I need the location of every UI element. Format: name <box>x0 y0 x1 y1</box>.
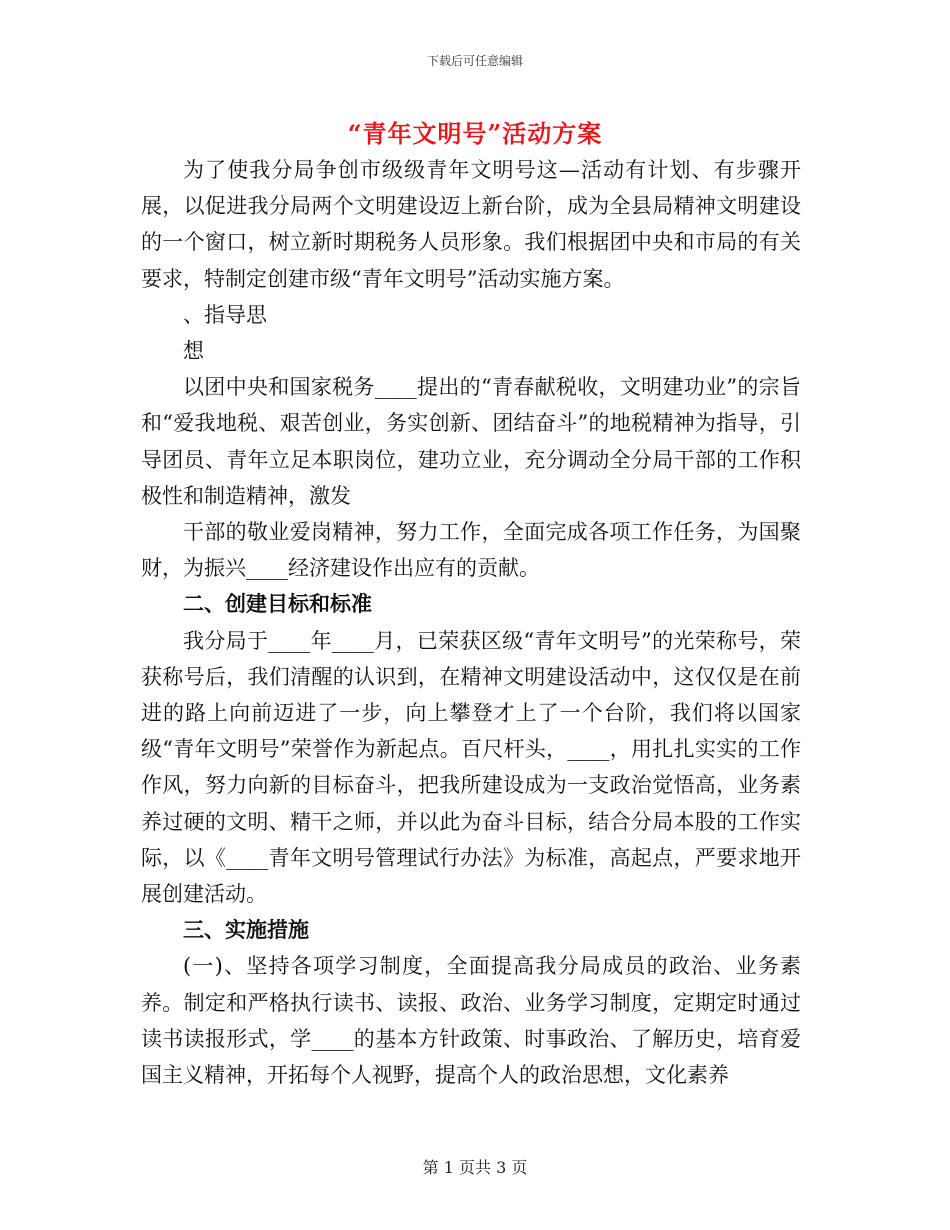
document-body <box>141 152 801 1093</box>
section-heading-measures: 三、实施措施 <box>183 917 309 943</box>
goals-paragraph: 我分局于____年____月，已荣获区级“青年文明号”的光荣称号，荣获称号后，我们清醒的认识到，在精神文明建设活动中，这仅仅是在前进的路上向前迈进了一步，向上攀登才上了一个台阶，我们将以国家级“青年文明号”荣誉作为新起点。百尺杆头，____，用扎扎实实的工作作风，努力向新的目标奋斗，把我所建设成为一支政治觉悟高，业务素养过硬的文明、精干之师，并以此为奋斗目标，结合分局本股的工作实际，以《____青年文明号管理试行办法》为标准，高起点，严要求地开展创建活动。 <box>141 628 801 907</box>
section-heading-goals: 二、创建目标和标准 <box>183 591 372 617</box>
guiding-paragraph-cont: 干部的敬业爱岗精神，努力工作，全面完成各项工作任务，为国聚财，为振兴____经济建设作出应有的贡献。 <box>141 520 801 581</box>
section-heading-guiding: 、指导思 <box>183 302 267 327</box>
section-heading-guiding-cont: 想 <box>183 339 204 364</box>
document-title: “青年文明号”活动方案 <box>347 119 603 148</box>
page-footer: 第 1 页共 3 页 <box>422 1158 528 1177</box>
intro-paragraph: 为了使我分局争创市级级青年文明号这—活动有计划、有步骤开展，以促进我分局两个文明建设迈上新台阶，成为全县局精神文明建设的一个窗口，树立新时期税务人员形象。我们根据团中央和市局的有关要求，特制定创建市级“青年文明号”活动实施方案。 <box>141 158 801 291</box>
page-header: 下载后可任意编辑 <box>426 54 523 68</box>
guiding-paragraph: 以团中央和国家税务____提出的“青春献税收，文明建功业”的宗旨和“爱我地税、艰苦创业，务实创新、团结奋斗”的地税精神为指导，引导团员、青年立足本职岗位，建功立业，充分调动全分局干部的工作积极性和制造精神，激发 <box>141 375 801 508</box>
measures-paragraph: (一)、坚持各项学习制度，全面提高我分局成员的政治、业务素养。制定和严格执行读书、读报、政治、业务学习制度，定期定时通过读书读报形式，学____的基本方针政策、时事政治、了解历史，培育爱国主义精神，开拓每个人视野，提高个人的政治思想，文化素养 <box>141 954 801 1088</box>
